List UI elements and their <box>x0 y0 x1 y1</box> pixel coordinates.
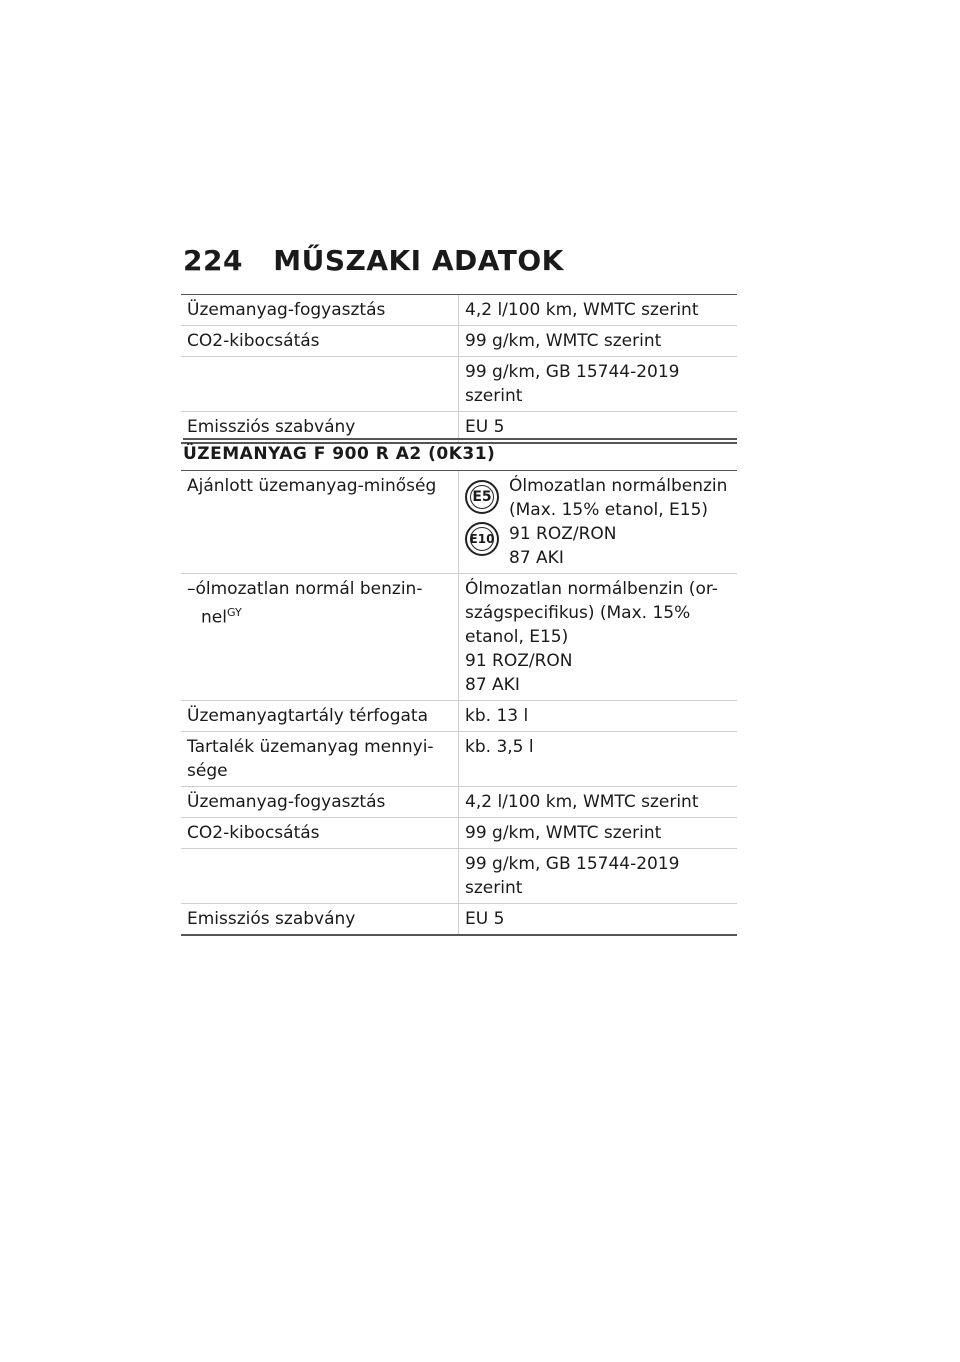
spec-table-top <box>181 294 737 444</box>
row-value <box>458 471 737 573</box>
row-value: kb. 13 l <box>458 701 737 731</box>
value-line: 87 AKI <box>509 548 564 568</box>
row-label: Üzemanyagtartály térfogata <box>187 706 428 726</box>
label-line: sége <box>187 761 228 781</box>
row-value <box>458 574 737 700</box>
value-line: (Max. 15% etanol, E15) <box>509 500 709 520</box>
table-row <box>181 904 737 936</box>
value-line: Ólmozatlan normálbenzin <box>509 476 728 496</box>
table-row <box>181 326 737 357</box>
e5-fuel-icon: E5 <box>465 480 499 514</box>
table-row <box>181 294 737 326</box>
row-value: 4,2 l/100 km, WMTC szerint <box>458 295 737 325</box>
section-title: ÜZEMANYAG F 900 R A2 (0K31) <box>183 438 737 464</box>
table-row <box>181 574 737 701</box>
row-label: Ajánlott üzemanyag-minőség <box>187 476 437 496</box>
table-row <box>181 787 737 818</box>
page-title: MŰSZAKI ADATOK <box>273 244 564 277</box>
fuel-badges <box>465 474 505 564</box>
label-line: nel$^{GY}$ <box>201 606 242 628</box>
row-label: Üzemanyag-fogyasztás <box>187 300 386 320</box>
row-label: Üzemanyag-fogyasztás <box>187 792 386 812</box>
row-label <box>181 574 458 700</box>
table-row <box>181 357 737 412</box>
e10-fuel-icon: E10 <box>465 522 499 556</box>
fuel-quality-text <box>509 474 727 570</box>
row-label: Emissziós szabvány <box>187 909 356 929</box>
row-value: 99 g/km, GB 15744-2019 szerint <box>458 357 737 411</box>
row-value <box>458 849 737 903</box>
row-label: CO2-kibocsátás <box>187 823 320 843</box>
label-line: Tartalék üzemanyag mennyi- <box>187 737 434 757</box>
row-label <box>181 357 458 411</box>
page-header <box>183 244 564 277</box>
spec-table-fuel <box>181 470 737 936</box>
value-line: 91 ROZ/RON <box>509 524 617 544</box>
row-value: kb. 3,5 l <box>458 732 737 786</box>
value-line: 91 ROZ/RON <box>465 651 573 671</box>
value-line: szerint <box>465 878 523 898</box>
row-label <box>181 732 458 786</box>
row-value: 99 g/km, WMTC szerint <box>458 326 737 356</box>
table-row <box>181 732 737 787</box>
row-value: 4,2 l/100 km, WMTC szerint <box>458 787 737 817</box>
value-line: etanol, E15) <box>465 627 569 647</box>
table-row <box>181 849 737 904</box>
value-line: 99 g/km, GB 15744-2019 <box>465 854 680 874</box>
table-row <box>181 701 737 732</box>
row-label: Emissziós szabvány <box>187 417 356 437</box>
footnote-marker: GY <box>226 606 242 619</box>
table-row <box>181 470 737 574</box>
page-number: 224 <box>183 244 243 277</box>
value-line: szágspecifikus) (Max. 15% <box>465 603 691 623</box>
row-value: 99 g/km, WMTC szerint <box>458 818 737 848</box>
row-label: CO2-kibocsátás <box>187 331 320 351</box>
value-line: 87 AKI <box>465 675 520 695</box>
row-value: EU 5 <box>458 412 737 442</box>
row-label <box>181 849 458 903</box>
value-line: Ólmozatlan normálbenzin (or- <box>465 579 718 599</box>
row-value: EU 5 <box>458 904 737 934</box>
label-line: –ólmozatlan normál benzin- <box>187 579 423 599</box>
table-row <box>181 818 737 849</box>
